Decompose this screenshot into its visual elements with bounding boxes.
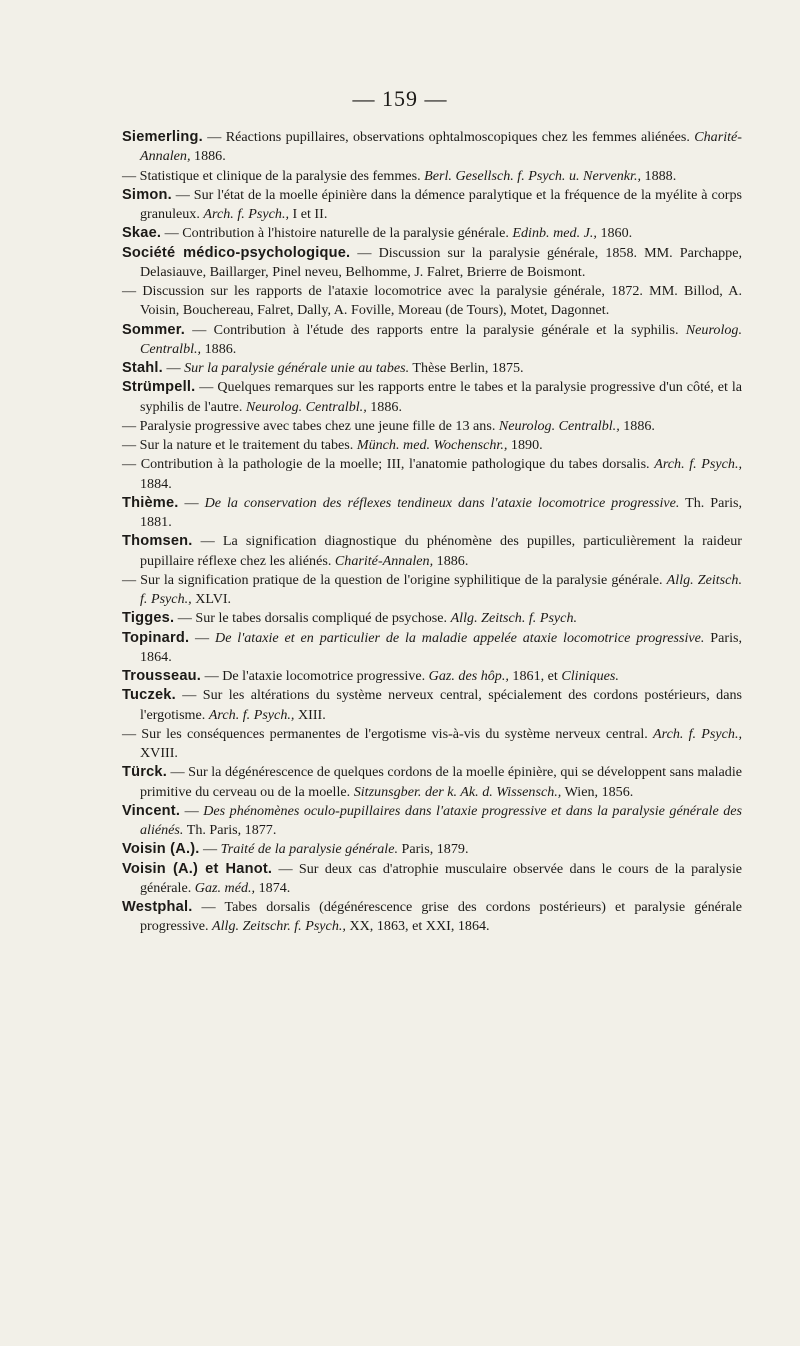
entry-reference: Neurolog. Centralbl., xyxy=(140,321,742,357)
entry-reference: Arch. f. Psych., xyxy=(203,206,289,222)
entry-reference: Neurolog. Centralbl., xyxy=(498,417,620,434)
entry-text: — Statistique et clinique de la paralysie des femmes. xyxy=(122,167,425,184)
entry-text: — xyxy=(199,841,221,858)
entry-details: Paris, 1864. xyxy=(140,629,743,665)
entry-details: 1860. xyxy=(596,225,633,242)
entry-reference: Arch. f. Psych., xyxy=(654,456,742,473)
entry-author: Topinard. xyxy=(122,629,190,646)
bibliography-entry xyxy=(122,532,742,571)
entry-reference: Allg. Zeitsch. f. Psych., xyxy=(140,571,742,607)
entry-text: — Sur la dégénérescence de quelques cordons de la moelle épinière, qui se développent sans maladie primitive du cerveau ou de la moelle. xyxy=(140,764,742,800)
entry-author: Tigges. xyxy=(122,610,175,627)
page-number: — 159 — xyxy=(352,86,448,111)
entry-author: Trousseau. xyxy=(122,668,202,684)
bibliography-entry xyxy=(122,359,742,378)
bibliography-entry xyxy=(122,167,742,186)
entry-text: — De l'ataxie locomotrice progressive. xyxy=(201,668,429,684)
entry-reference: Charité-Annalen, xyxy=(140,129,742,165)
entry-details: 1886. xyxy=(619,417,655,434)
entry-author: Skae. xyxy=(122,225,162,242)
entry-details: 1890. xyxy=(507,437,543,453)
entry-author: Westphal. xyxy=(122,899,193,915)
bibliography-entry xyxy=(122,860,742,899)
entry-text: — Discussion sur la paralysie générale, 1858. MM. Parchappe, Delasiauve, Baillarger, Pinel neveu, Belhomme, J. Falret, Brierre de Boismont. xyxy=(140,244,742,280)
bibliography-entry xyxy=(122,686,742,725)
bibliography-entry xyxy=(122,571,742,610)
entry-details: Wien, 1856. xyxy=(561,783,634,800)
entry-text: — Sur l'état de la moelle épinière dans la démence paralytique et la fréquence de la myélite à corps granuleux. xyxy=(140,186,742,222)
entry-details: 1861, et xyxy=(508,668,562,684)
entry-author: Voisin (A.). xyxy=(122,841,200,858)
entry-reference: Neurolog. Centralbl., xyxy=(245,398,367,415)
entry-details: 1884. xyxy=(140,475,172,492)
bibliography-entry xyxy=(122,186,742,225)
bibliography-entry xyxy=(122,321,742,360)
entry-details: XIII. xyxy=(294,706,326,723)
entry-text: — xyxy=(178,494,205,511)
entry-reference: Münch. med. Wochenschr., xyxy=(356,437,508,453)
bibliography-list xyxy=(122,128,742,937)
entry-reference: Traité de la paralysie générale. xyxy=(220,841,398,858)
bibliography-entry xyxy=(122,128,742,167)
entry-details: Th. Paris, 1881. xyxy=(140,494,743,530)
entry-text: — Sur la signification pratique de la question de l'origine syphilitique de la paralysie générale. xyxy=(122,571,667,588)
entry-reference: Sitzunsgber. der k. Ak. d. Wissensch., xyxy=(353,783,562,800)
bibliography-entry xyxy=(122,609,742,628)
bibliography-entry xyxy=(122,840,742,859)
entry-text: — Contribution à la pathologie de la moelle; III, l'anatomie pathologique du tabes dorsalis. xyxy=(122,456,655,473)
bibliography-entry xyxy=(122,725,742,764)
entry-details: 1886. xyxy=(366,398,402,415)
entry-author: Vincent. xyxy=(122,802,181,819)
entry-text: — Sur les conséquences permanentes de l'ergotisme vis-à-vis du système nerveux central. xyxy=(122,725,654,742)
entry-reference: Cliniques. xyxy=(561,668,619,684)
entry-author: Sommer. xyxy=(122,321,186,338)
entry-text: — Sur les altérations du système nerveux central, spécialement des cordons postérieurs, dans l'ergotisme. xyxy=(140,687,742,723)
entry-author: Türck. xyxy=(122,764,167,781)
entry-text: — Sur deux cas d'atrophie musculaire observée dans le cours de la paralysie générale. xyxy=(140,860,742,896)
bibliography-entry xyxy=(122,436,742,455)
entry-text: — Sur le tabes dorsalis compliqué de psychose. xyxy=(174,610,451,627)
entry-text: — xyxy=(189,629,216,646)
entry-details: Paris, 1879. xyxy=(398,841,469,858)
entry-author: Strümpell. xyxy=(122,379,196,396)
entry-reference: Arch. f. Psych., xyxy=(653,725,742,742)
entry-text: — Réactions pupillaires, observations ophtalmoscopiques chez les femmes aliénées. xyxy=(202,129,695,145)
bibliography-entry xyxy=(122,282,742,321)
bibliography-entry xyxy=(122,455,742,494)
entry-details: 1874. xyxy=(255,879,291,896)
entry-reference: Charité-Annalen, xyxy=(334,552,434,569)
bibliography-entry xyxy=(122,629,742,668)
entry-author: Société médico-psychologique. xyxy=(122,244,351,261)
entry-reference: Allg. Zeitschr. f. Psych., xyxy=(212,918,346,935)
bibliography-entry xyxy=(122,224,742,243)
entry-author: Voisin (A.) et Hanot. xyxy=(122,860,273,877)
entry-author: Stahl. xyxy=(122,360,163,376)
bibliography-entry xyxy=(122,802,742,841)
entry-details: 1886. xyxy=(433,552,469,569)
entry-reference: Allg. Zeitsch. f. Psych. xyxy=(450,610,578,627)
entry-text: — Tabes dorsalis (dégénérescence grise des cordons postérieurs) et paralysie générale progressive. xyxy=(140,899,742,935)
bibliography-entry xyxy=(122,378,742,417)
entry-details: Th. Paris, 1877. xyxy=(183,822,277,838)
entry-text: — xyxy=(180,802,204,819)
entry-details: Thèse Berlin, 1875. xyxy=(409,360,524,376)
entry-author: Tuczek. xyxy=(122,687,176,704)
bibliography-entry xyxy=(122,763,742,802)
entry-author: Simon. xyxy=(122,186,172,203)
entry-text: — Paralysie progressive avec tabes chez une jeune fille de 13 ans. xyxy=(122,417,499,434)
entry-author: Thième. xyxy=(122,494,179,511)
entry-details: 1886. xyxy=(190,148,226,165)
entry-reference: De la conservation des réflexes tendineux dans l'ataxie locomotrice progressive. xyxy=(204,494,680,511)
bibliography-entry xyxy=(122,667,742,686)
entry-reference: Gaz. des hôp., xyxy=(428,668,509,684)
entry-details: I et II. xyxy=(289,206,328,222)
entry-details: 1886. xyxy=(201,340,237,357)
entry-text: — xyxy=(162,360,185,376)
entry-text: — La signification diagnostique du phénomène des pupilles, particulièrement la raideur pupillaire réflexe chez les aliénés. xyxy=(140,533,742,569)
entry-reference: Edinb. med. J., xyxy=(512,225,597,242)
entry-text: — Discussion sur les rapports de l'ataxie locomotrice avec la paralysie générale, 1872. MM. Billod, A. Voisin, Bouchereau, Falret, Dally, A. Foville, Moreau (de Tours), Motet, Dagonnet. xyxy=(122,283,742,319)
entry-text: — Sur la nature et le traitement du tabes. xyxy=(122,437,357,453)
bibliography-entry xyxy=(122,417,742,436)
entry-details: XVIII. xyxy=(140,745,178,761)
entry-reference: Berl. Gesellsch. f. Psych. u. Nervenkr., xyxy=(424,167,641,184)
entry-reference: Arch. f. Psych., xyxy=(208,706,295,723)
entry-details: 1888. xyxy=(641,167,677,184)
entry-author: Thomsen. xyxy=(122,533,193,550)
entry-reference: Des phénomènes oculo-pupillaires dans l'ataxie progressive et dans la paralysie générale des aliénés. xyxy=(140,802,742,838)
entry-text: — Contribution à l'étude des rapports entre la paralysie générale et la syphilis. xyxy=(185,321,686,338)
entry-reference: Sur la paralysie générale unie au tabes. xyxy=(184,360,410,376)
entry-details: XX, 1863, et XXI, 1864. xyxy=(345,918,490,935)
bibliography-entry xyxy=(122,898,742,937)
entry-text: — Quelques remarques sur les rapports entre le tabes et la paralysie progressive d'un côté, et la syphilis de l'autre. xyxy=(140,379,742,415)
bibliography-entry xyxy=(122,494,742,533)
entry-reference: Gaz. méd., xyxy=(194,879,256,896)
entry-reference: De l'ataxie et en particulier de la maladie appelée ataxie locomotrice progressive. xyxy=(215,629,705,646)
entry-details: XLVI. xyxy=(191,591,232,607)
entry-author: Siemerling. xyxy=(122,129,203,145)
entry-text: — Contribution à l'histoire naturelle de la paralysie générale. xyxy=(161,225,513,242)
bibliography-entry xyxy=(122,244,742,283)
